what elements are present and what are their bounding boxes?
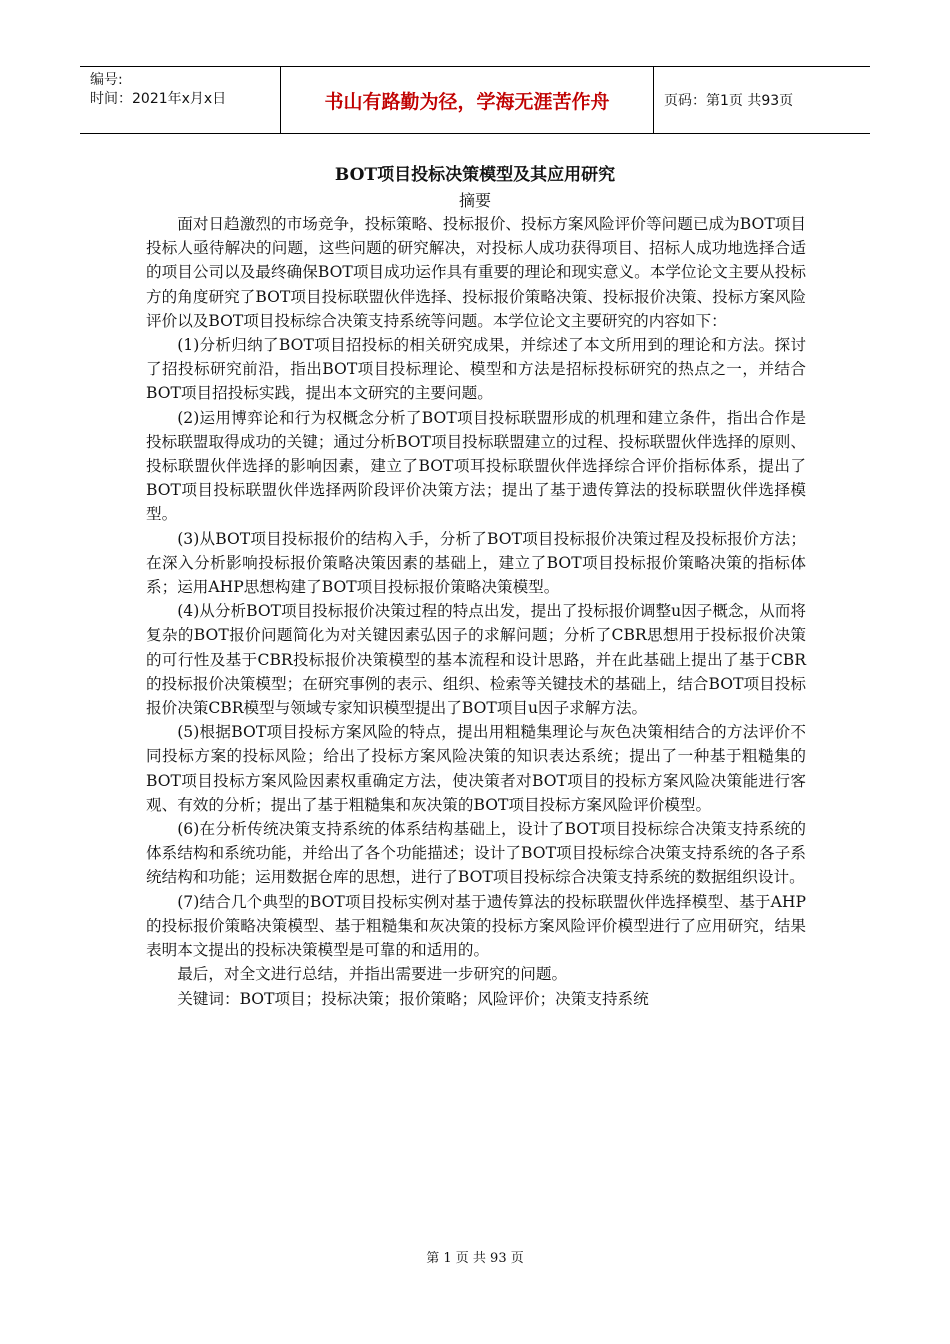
header-motto: 书山有路勤为径，学海无涯苦作舟 [281,67,654,133]
document-title: BOT项目投标决策模型及其应用研究 [334,165,616,185]
paragraph-intro: 面对日趋激烈的市场竞争，投标策略、投标报价、投标方案风险评价等问题已成为BOT项目投标人亟待解决的问题，这些问题的研究解决，对投标人成功获得项目、招标人成功地选择合适的项目公司以及最终确保BOT项目成功运作具有重要的理论和现实意义。本学位论文主要从投标方的角度研究了BOT项目投标联盟伙伴选择、投标报价策略决策、投标报价决策、投标方案风险评价以及BOT项目投标综合决策支持系统等问题。本学位论文主要研究的内容如下： [146,215,806,330]
paragraph-conclusion: 最后，对全文进行总结，并指出需要进一步研究的问题。 [177,965,568,984]
paragraph-5: (5)根据BOT项目投标方案风险的特点，提出用粗糙集理论与灰色决策相结合的方法评价不同投标方案的投标风险；给出了投标方案风险决策的知识表达系统；提出了一种基于粗糙集的BOT项目投标方案风险因素权重确定方法，使决策者对BOT项目的投标方案风险决策能进行客观、有效的分析；提出了基于粗糙集和灰决策的BOT项目投标方案风险评价模型。 [146,723,806,814]
abstract-heading: 摘要 [458,191,491,210]
paragraph-6: (6)在分析传统决策支持系统的体系结构基础上，设计了BOT项目投标综合决策支持系统的体系结构和系统功能，并给出了各个功能描述；设计了BOT项目投标综合决策支持系统的各子系统结构和功能；运用数据仓库的思想，进行了BOT项目投标综合决策支持系统的数据组织设计。 [146,820,806,887]
page-header [80,66,870,134]
header-page-info: 页码：第1页 共93页 [664,93,794,109]
paragraph-7: (7)结合几个典型的BOT项目投标实例对基于遗传算法的投标联盟伙伴选择模型、基于AHP的投标报价策略决策模型、基于粗糙集和灰决策的投标方案风险评价模型进行了应用研究，结果表明本文提出的投标决策模型是可靠的和适用的。 [146,892,806,960]
page-footer: 第 1 页 共 93 页 [426,1251,524,1266]
document-time: 时间：2021年x月x日 [90,91,227,107]
keywords: 关键词：BOT项目；投标决策；报价策略；风险评价；决策支持系统 [177,989,649,1008]
paragraph-4: (4)从分析BOT项目投标报价决策过程的特点出发，提出了投标报价调整u因子概念，从而将复杂的BOT报价问题简化为对关键因素弘因子的求解问题；分析了CBR思想用于投标报价决策的可行性及基于CBR投标报价决策模型的基本流程和设计思路，并在此基础上提出了基于CBR的投标报价决策模型；在研究事例的表示、组织、检索等关键技术的基础上，结合BOT项目投标报价决策CBR模型与领域专家知识模型提出了BOT项目u因子求解方法。 [146,602,806,718]
paragraph-3: (3)从BOT项目投标报价的结构入手，分析了BOT项目投标报价决策过程及投标报价方法；在深入分析影响投标报价策略决策因素的基础上，建立了BOT项目投标报价策略决策的指标体系；运用AHP思想构建了BOT项目投标报价策略决策模型。 [146,529,806,597]
abstract-body [146,212,806,1011]
header-meta [80,67,281,133]
paragraph-2: (2)运用博弈论和行为权概念分析了BOT项目投标联盟形成的机理和建立条件，指出合作是投标联盟取得成功的关键；通过分析BOT项目投标联盟建立的过程、投标联盟伙伴选择的原则、投标联盟伙伴选择的影响因素，建立了BOT项耳投标联盟伙伴选择综合评价指标体系，提出了BOT项目投标联盟伙伴选择两阶段评价决策方法；提出了基于遗传算法的投标联盟伙伴选择模型。 [146,408,806,524]
document-code-label: 编号: [90,72,123,88]
paragraph-1: (1)分析归纳了BOT项目招投标的相关研究成果，并综述了本文所用到的理论和方法。探讨了招投标研究前沿，指出BOT项目投标理论、模型和方法是招标投标研究的热点之一，并结合BOT项目招投标实践，提出本文研究的主要问题。 [146,336,806,403]
